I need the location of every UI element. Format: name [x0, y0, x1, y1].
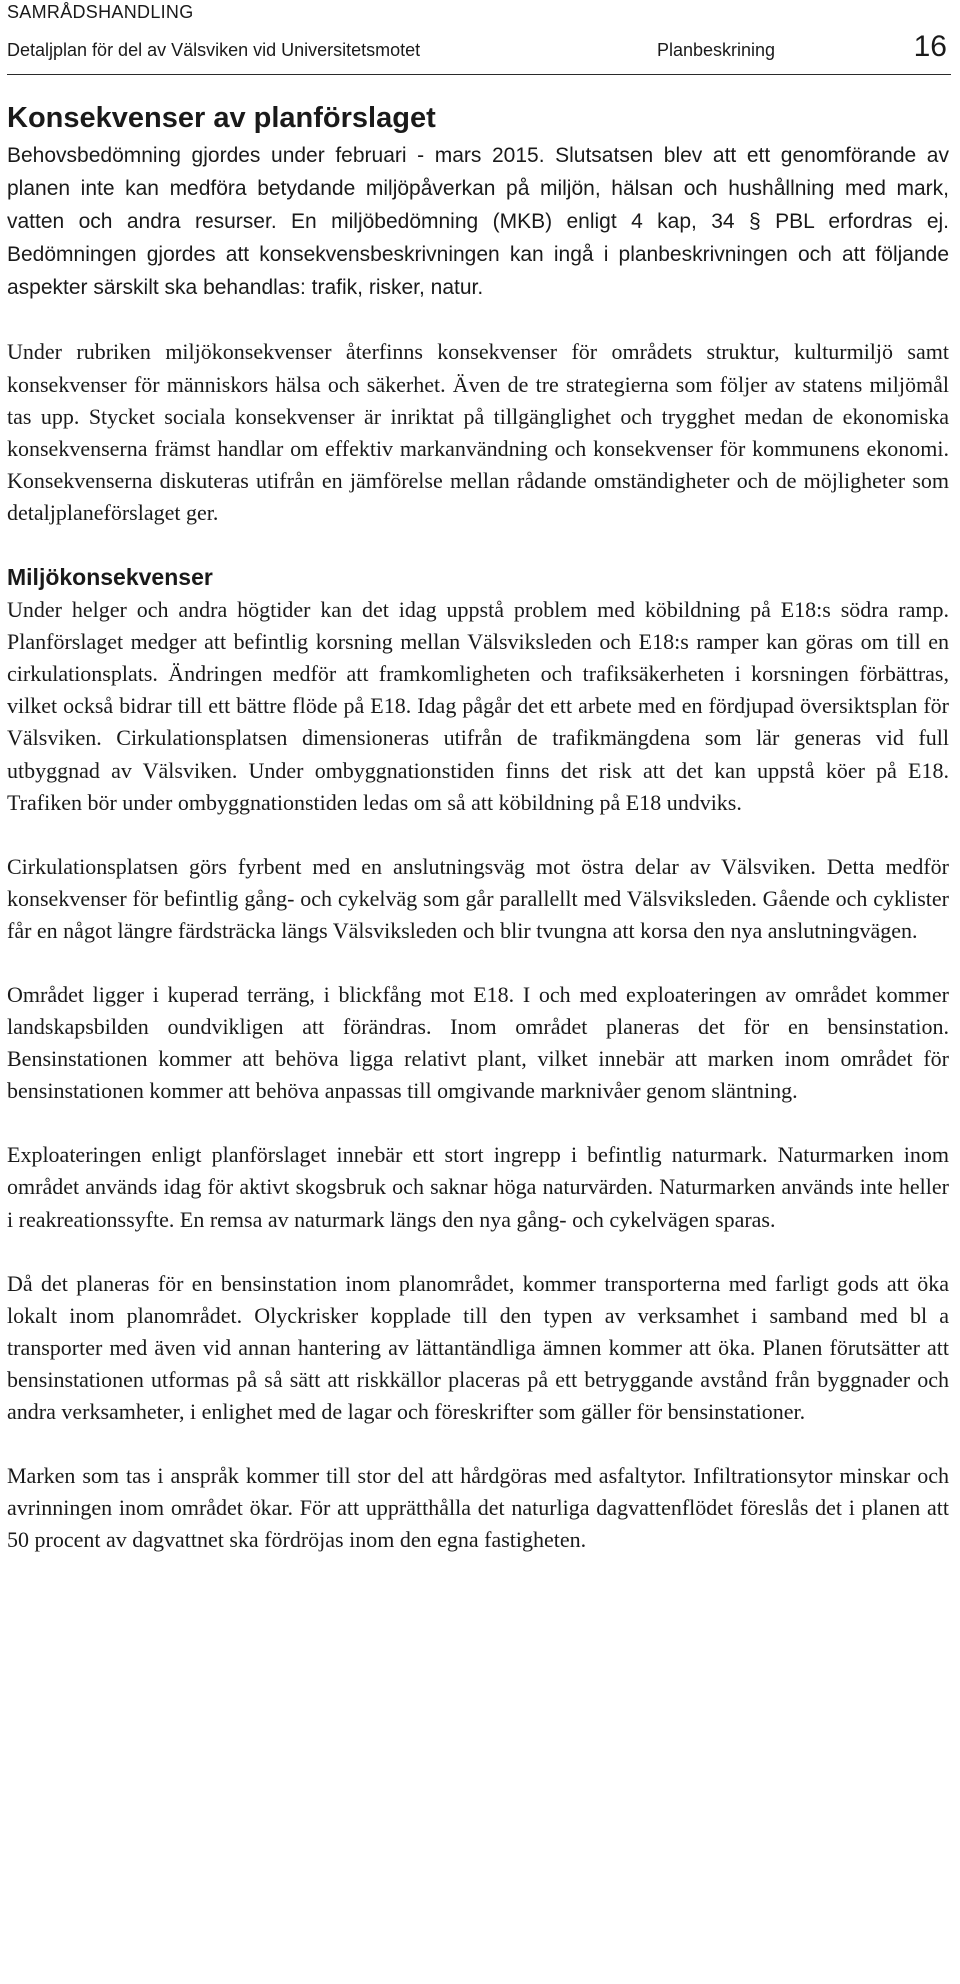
intro-text-part-1: Behovsbedömning gjordes under februari - mars 2015. Slutsatsen blev att ett genomförande av planen inte kan medföra betydande miljöpåverkan på miljön, hälsan och hushållning med mark, vatten och andra resurser. En miljöbedömning (MKB) enligt 4 kap, 34 § PBL erfordras ej. — [7, 144, 949, 234]
section-heading-miljokonsekvenser: Miljökonsekvenser — [7, 564, 213, 591]
page-title: Konsekvenser av planförslaget — [7, 102, 436, 134]
intro-paragraph — [7, 139, 949, 304]
intro-text-part-2: Bedömningen gjordes att konsekvensbeskrivningen kan ingå i planbeskrivningen och att följande aspekter särskilt ska behandlas: trafik, risker, natur. — [7, 243, 949, 300]
document-type-label: SAMRÅDSHANDLING — [7, 2, 194, 22]
paragraph-nature: Exploateringen enligt planförslaget innebär ett stort ingrepp i befintlig naturmark. Naturmarken inom området används idag för aktivt skogsbruk och saknar höga naturvärden. Naturmarken används inte heller i reakreationssyfte. En remsa av naturmark längs den nya gång- och cykelvägen sparas. — [7, 1142, 949, 1232]
page-header — [7, 30, 951, 75]
document-name: Planbeskrining — [657, 40, 776, 60]
paragraph-structure: Under rubriken miljökonsekvenser återfinns konsekvenser för områdets struktur, kulturmiljö samt konsekvenser för människors hälsa och säkerhet. Även de tre strategierna som följer av statens miljömål tas upp. Stycket sociala konsekvenser är inriktat på tillgänglighet och trygghet medan de ekonomiska konsekvenserna främst handlar om effektiv markanvändning och konsekvenser för kommunens ekonomi. Konsekvenserna diskuteras utifrån en jämförelse mellan rådande omständigheter och de möjligheter som detaljplaneförslaget ger. — [7, 339, 949, 525]
paragraph-roundabout: Cirkulationsplatsen görs fyrbent med en anslutningsväg mot östra delar av Välsviken. Detta medför konsekvenser för befintlig gång- och cykelväg som går parallellt med Välsviksleden. Gående och cyklister får en något längre färdsträcka längs Välsviksleden och blir tvungna att korsa den nya anslutningvägen. — [7, 853, 949, 943]
paragraph-stormwater: Marken som tas i anspråk kommer till stor del att hårdgöras med asfaltytor. Infiltrationsytor minskar och avrinningen inom området ökar. För att upprätthålla det naturliga dagvattenflödet föreslås det i planen att 50 procent av dagvattnet ska fördröjas inom den egna fastigheten. — [7, 1463, 949, 1553]
paragraph-landscape: Området ligger i kuperad terräng, i blickfång mot E18. I och med exploateringen av området kommer landskapsbilden oundvikligen att förändras. Inom området planeras det för en bensinstation. Bensinstationen kommer att behöva ligga relativt plant, vilket innebär att marken inom området för bensinstationen kommer att behöva anpassas till omgivande marknivåer genom släntning. — [7, 981, 949, 1104]
page-content — [7, 100, 949, 1556]
plan-title: Detaljplan för del av Välsviken vid Universitetsmotet — [7, 40, 421, 60]
page-number: 16 — [913, 30, 947, 63]
paragraph-traffic: Under helger och andra högtider kan det idag uppstå problem med köbildning på E18:s södra ramp. Planförslaget medger att befintlig korsning mellan Välsviksleden och E18:s ramper kan göras om till en cirkulationsplats. Ändringen medför att framkomligheten och trafiksäkerheten i korsningen förbättras, vilket också bidrar till ett bättre flöde på E18. Idag pågår det ett arbete med en fördjupad översiktsplan för Välsviken. Cirkulationsplatsen dimensioneras utifrån de trafikmängdena som lär generas vid full utbyggnad av Välsviken. Under ombyggnationstiden finns det risk att det kan uppstå köer på E18. Trafiken bör under ombyggnationstiden ledas om så att köbildning på E18 undviks. — [7, 597, 949, 815]
paragraph-risks: Då det planeras för en bensinstation inom planområdet, kommer transporterna med farligt gods att öka lokalt inom planområdet. Olyckrisker kopplade till den typen av verksamhet i samband med bl a transporter med även vid annan hantering av lättantändliga ämnen kommer att öka. Planen förutsätter att bensinstationen utformas på så sätt att riskkällor placeras på ett betryggande avstånd från byggnader och andra verksamheter, i enlighet med de lagar och föreskrifter som gäller för bensinstationer. — [7, 1270, 949, 1424]
